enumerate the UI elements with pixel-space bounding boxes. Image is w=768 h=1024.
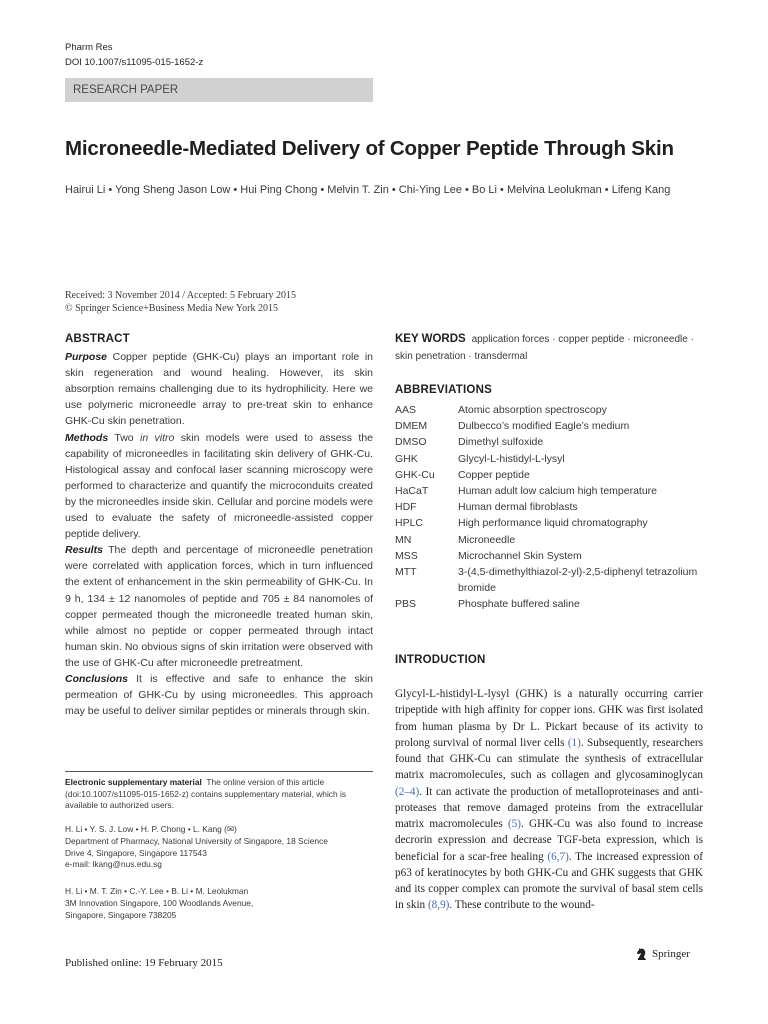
abbreviation-row xyxy=(395,402,705,418)
abbreviation-row xyxy=(395,515,705,531)
intro-text: Glycyl-L-histidyl-L-lysyl (GHK) is a naturally occurring carrier tripeptide with high affinity for copper ions. GHK was first isolated from human plasma by Dr L. Pickart because of its activity to prolong survival of normal liver cells xyxy=(395,688,703,749)
citation-link[interactable]: (1) xyxy=(567,736,581,749)
abstract-purpose xyxy=(65,349,373,429)
abbreviation-definition: Phosphate buffered saline xyxy=(458,598,580,611)
abbreviation-term: DMSO xyxy=(395,436,427,449)
abbreviation-term: GHK-Cu xyxy=(395,468,435,481)
journal-name: Pharm Res xyxy=(65,42,113,53)
paper-title: Microneedle-Mediated Delivery of Copper Peptide Through Skin xyxy=(65,137,674,160)
intro-text: . The increased expression of p63 of keratinocytes by both GHK-Cu and GHK suggests that GHK and its copper complex can promote the survival of basal stem cells in skin xyxy=(395,850,703,912)
affiliation-3m xyxy=(65,886,373,921)
citation-link[interactable]: (5) xyxy=(507,818,521,830)
affiliation-nus xyxy=(65,824,373,871)
keywords-section xyxy=(395,331,703,365)
results-label: Results xyxy=(65,544,103,557)
publisher-logo xyxy=(636,947,690,961)
abbreviation-term: MN xyxy=(395,533,412,546)
abstract-conclusions xyxy=(65,671,373,719)
publisher-name: Springer xyxy=(652,948,690,960)
abstract-section xyxy=(65,331,373,719)
abbreviation-row xyxy=(395,532,705,548)
affiliation-names: H. Li • M. T. Zin • C.-Y. Lee • B. Li • M. Leolukman xyxy=(65,886,249,896)
abbreviation-definition: Human adult low calcium high temperature xyxy=(458,485,658,498)
abbreviation-definition: Microneedle xyxy=(458,533,516,546)
abbreviations-heading: ABBREVIATIONS xyxy=(395,384,492,396)
springer-chess-knight-icon xyxy=(636,947,648,961)
abbreviation-definition: High performance liquid chromatography xyxy=(458,517,648,530)
article-type-band: RESEARCH PAPER xyxy=(65,78,373,102)
abstract-methods xyxy=(65,430,373,543)
author-list: Hairui Li • Yong Sheng Jason Low • Hui Ping Chong • Melvin T. Zin • Chi-Ying Lee • Bo Li • Melvina Leolukman • Lifeng Kang xyxy=(65,184,671,196)
abbreviation-definition: Dimethyl sulfoxide xyxy=(458,436,544,449)
abbreviation-term: PBS xyxy=(395,598,417,611)
abstract-heading: ABSTRACT xyxy=(65,333,130,345)
purpose-text: Copper peptide (GHK-Cu) plays an important role in skin regeneration and wound healing. However, its skin absorption remains challenging due to its hydrophilicity. Here we use polymeric microneedle array to pre-treat skin to enhance GHK-Cu skin penetration. xyxy=(65,351,373,428)
keywords-heading: KEY WORDS xyxy=(395,333,466,345)
abbreviation-row xyxy=(395,499,705,515)
affiliation-line: Department of Pharmacy, National University of Singapore, 18 Science xyxy=(65,835,328,846)
conclusions-text: It is effective and safe to enhance the skin permeation of GHK-Cu by using microneedles. This approach may be useful to deliver similar peptides or minerals through skin. xyxy=(65,672,373,718)
abbreviation-row xyxy=(395,467,705,483)
abbreviation-term: MTT xyxy=(395,566,417,579)
methods-italic: in vitro xyxy=(140,431,175,444)
introduction-text xyxy=(395,686,703,914)
corresponding-email[interactable]: e-mail: lkang@nus.edu.sg xyxy=(65,859,162,870)
copyright-line: © Springer Science+Business Media New York 2015 xyxy=(65,303,278,314)
abbreviation-definition: 3-(4,5-dimethylthiazol-2-yl)-2,5-diphenyl tetrazolium bromide xyxy=(458,566,698,595)
esm-label: Electronic supplementary material xyxy=(65,777,202,787)
affiliation-line: 3M Innovation Singapore, 100 Woodlands Avenue, xyxy=(65,897,254,908)
doi[interactable]: DOI 10.1007/s11095-015-1652-z xyxy=(65,57,204,68)
citation-link[interactable]: (2–4) xyxy=(395,785,420,798)
abbreviation-definition: Glycyl-L-histidyl-L-lysyl xyxy=(458,452,565,465)
abbreviation-row xyxy=(395,483,705,499)
abbreviation-row xyxy=(395,548,705,564)
conclusions-label: Conclusions xyxy=(65,672,129,685)
abbreviation-row xyxy=(395,418,705,434)
methods-label: Methods xyxy=(65,431,109,444)
abbreviation-row xyxy=(395,434,705,450)
intro-text: . Subsequently, researchers found that GHK-Cu can stimulate the synthesis of extracellular matrix macromolecules, such as collagen and glycosaminoglycan xyxy=(395,736,703,782)
intro-text: . These contribute to the wound- xyxy=(449,899,595,912)
abbreviation-definition: Microchannel Skin System xyxy=(458,549,582,562)
keywords-terms: application forces · copper peptide · microneedle · skin penetration · transdermal xyxy=(395,334,694,363)
abbreviation-term: HDF xyxy=(395,501,417,514)
intro-text: . GHK-Cu was also found to increase decrorin expression and decrease TGF-beta expression, which is beneficial for a scar-free healing xyxy=(395,818,703,863)
abbreviation-term: MSS xyxy=(395,549,418,562)
methods-pre: Two xyxy=(114,431,134,444)
abbreviations-list xyxy=(395,402,705,613)
citation-link[interactable]: (8,9) xyxy=(427,899,450,912)
affiliation-names: H. Li • Y. S. J. Low • H. P. Chong • L. Kang (✉) xyxy=(65,824,237,834)
abbreviation-definition: Human dermal fibroblasts xyxy=(458,501,578,514)
abbreviation-term: GHK xyxy=(395,452,418,465)
intro-text: . It can activate the production of metalloproteinases and anti-proteases that remove damaged proteins from the extracellular matrix macromolecules xyxy=(395,785,703,830)
abbreviation-term: DMEM xyxy=(395,420,428,433)
abbreviation-term: HaCaT xyxy=(395,485,429,498)
methods-text: skin models were used to assess the capability of microneedles in facilitating skin delivery of GHK-Cu. Histological assay and confocal laser scanning microscopy were performed to characterize and quantify the microconduits created by the microneedles inside skin. Cellular and porcine models were used to evaluate the safety of microneedle-assisted copper peptide delivery. xyxy=(65,431,374,541)
abbreviation-definition: Copper peptide xyxy=(458,468,530,481)
abbreviation-row xyxy=(395,564,705,596)
abbreviation-term: AAS xyxy=(395,404,417,416)
affiliation-line: Singapore, Singapore 738205 xyxy=(65,909,177,920)
supplementary-note xyxy=(65,777,373,812)
esm-text[interactable]: The online version of this article (doi:10.1007/s11095-015-1652-z) contains supplementary material, which is available to authorized users. xyxy=(65,777,347,811)
purpose-label: Purpose xyxy=(65,351,108,364)
abbreviation-row xyxy=(395,451,705,467)
results-text: The depth and percentage of microneedle penetration were correlated with application forces, which in turn influenced the extent of enhancement in the skin permeability of GHK-Cu. In 9 h, 134 ± 12 nanomoles of peptide and 705 ± 84 nanomoles of copper permeated though the microneedle treated human skin, while almost no peptide or copper permeated through intact human skin. No obvious signs of skin irritation were observed with the use of GHK-Cu after microneedle pretreatment. xyxy=(65,544,373,669)
abbreviation-definition: Atomic absorption spectroscopy xyxy=(458,404,607,416)
abbreviation-row xyxy=(395,596,705,612)
published-online: Published online: 19 February 2015 xyxy=(65,957,223,969)
abstract-results xyxy=(65,542,373,671)
received-dates xyxy=(65,289,385,315)
introduction-heading: INTRODUCTION xyxy=(395,654,486,666)
received-line: Received: 3 November 2014 / Accepted: 5 February 2015 xyxy=(65,290,297,301)
abbreviation-definition: Dulbecco’s modified Eagle’s medium xyxy=(458,420,630,433)
citation-link[interactable]: (6,7) xyxy=(547,850,569,863)
abbreviation-term: HPLC xyxy=(395,517,424,530)
affiliation-line: Drive 4, Singapore, Singapore 117543 xyxy=(65,847,207,858)
footnote-divider xyxy=(65,771,373,772)
